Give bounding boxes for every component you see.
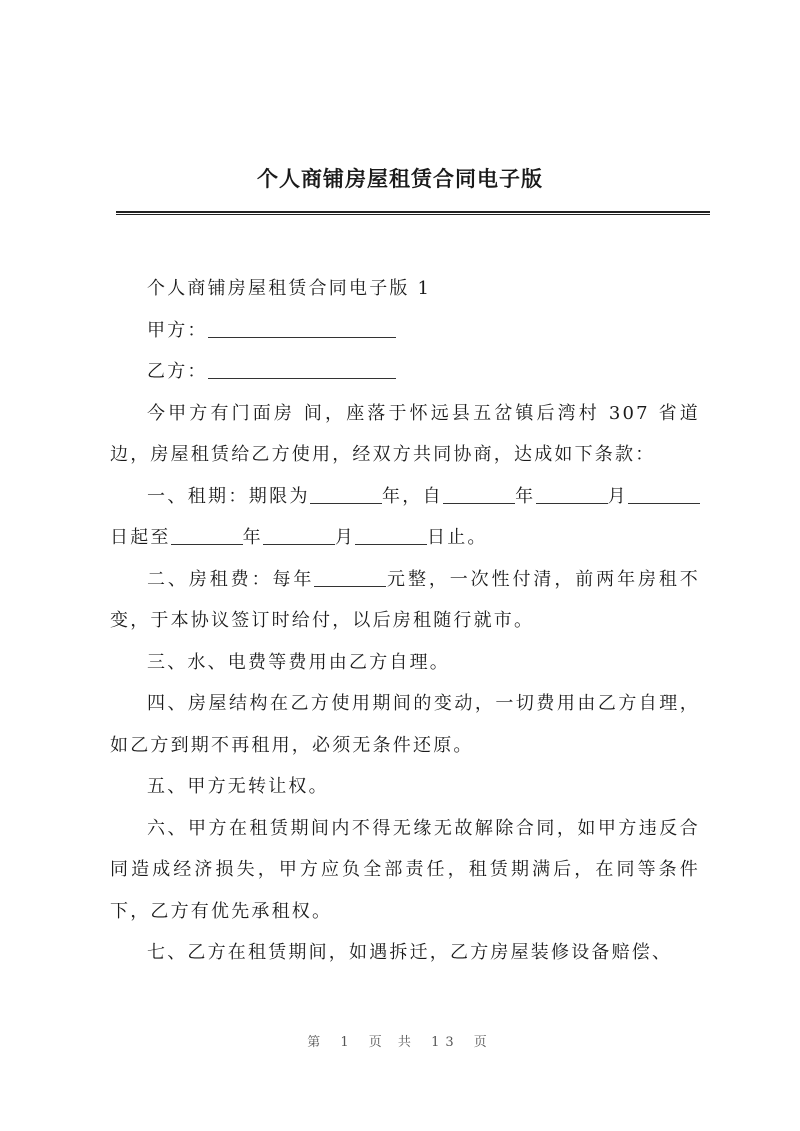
title-rule-thick	[116, 211, 710, 213]
clause-2	[110, 559, 700, 642]
clause-1-text-g: 日止。	[427, 527, 488, 548]
heading-line: 个人商铺房屋租赁合同电子版 1	[147, 278, 432, 299]
clause-1-text-e: 年	[242, 527, 263, 548]
party-b-label: 乙方：	[147, 361, 208, 382]
clause-1-text-b: 年	[515, 485, 536, 507]
footer-prefix: 第	[307, 1035, 327, 1050]
clause-1-text-c: 月	[607, 485, 628, 507]
start-year-blank	[443, 483, 515, 504]
annual-rent-blank	[314, 566, 386, 587]
document-title: 个人商铺房屋租赁合同电子版	[257, 167, 543, 191]
end-day-blank	[355, 524, 427, 545]
intro-paragraph: 今甲方有门面房 间，座落于怀远县五岔镇后湾村 307 省道边，房屋租赁给乙方使用，经双方共同协商，达成如下条款：	[110, 402, 700, 465]
clause-2-text: 元整，一次性付清，前两年房租不变，于本协议签订时给付，以后房租随行就市。	[110, 568, 701, 631]
footer-suffix: 页	[473, 1035, 493, 1050]
party-a-label: 甲方：	[147, 319, 208, 341]
party-a-line	[110, 310, 700, 352]
start-month-blank	[536, 483, 608, 504]
end-month-blank	[263, 524, 335, 545]
start-day-blank	[628, 483, 700, 504]
party-a-blank	[208, 317, 396, 338]
footer-mid: 页 共	[368, 1035, 417, 1050]
document-body	[110, 268, 700, 974]
term-years-blank	[310, 483, 382, 504]
clause-4: 四、房屋结构在乙方使用期间的变动，一切费用由乙方自理，如乙方到期不再租用，必须无条件还原。	[110, 693, 700, 756]
title-rule-thin	[116, 214, 710, 215]
end-year-blank	[171, 524, 243, 545]
footer-page-number: 1	[340, 1035, 355, 1050]
page-footer	[0, 1031, 800, 1050]
footer-page-total: 13	[431, 1035, 460, 1050]
clause-6: 六、甲方在租赁期间内不得无缘无故解除合同，如甲方违反合同造成经济损失，甲方应负全部责任，租赁期满后，在同等条件下，乙方有优先承租权。	[110, 817, 700, 922]
clause-1-text-a: 年，自	[381, 485, 443, 507]
clause-1-text-d: 日起至	[110, 527, 171, 548]
clause-1-prefix: 一、租期：期限为	[147, 485, 310, 507]
party-b-blank	[208, 358, 396, 379]
clause-2-prefix: 二、房租费：每年	[147, 568, 315, 590]
clause-5: 五、甲方无转让权。	[147, 776, 329, 797]
clause-7: 七、乙方在租赁期间，如遇拆迁，乙方房屋装修设备赔偿、	[147, 942, 673, 963]
party-b-line	[110, 351, 700, 393]
clause-1	[110, 476, 700, 559]
clause-1-text-f: 月	[334, 527, 356, 548]
clause-3: 三、水、电费等费用由乙方自理。	[147, 651, 450, 673]
